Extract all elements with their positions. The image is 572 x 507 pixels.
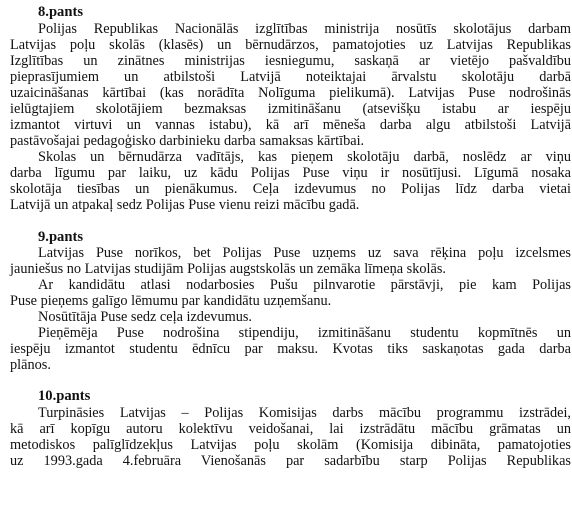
text-line: Latvijas Puse norīkos, bet Polijas Puse uzņems uz sava rēķina poļu izcelsmes	[38, 245, 571, 261]
section-heading-8: 8.pants	[38, 4, 84, 20]
text-line: Turpināsies Latvijas – Polijas Komisijas darbs mācību programmu izstrādei,	[38, 405, 571, 421]
text-line: Polijas Republikas Nacionālās izglītības ministrija nosūtīs skolotājus darbam	[38, 21, 571, 37]
text-line: darba līgumu par laiku, uz kādu Polijas Puse viņu ir nosūtījusi. Līgumā nosaka	[10, 165, 571, 181]
text-line: kā arī kopīgu autoru kolektīvu veidošanai, lai izstrādātu mācību grāmatas un	[10, 421, 571, 437]
text-line: Latvijas poļu skolās (klasēs) un bērnudārzos, pamatojoties uz Latvijas Republikas	[10, 37, 571, 53]
text-line: skolotāja tiesības un pienākumus. Ceļa izdevumus no Polijas līdz darba vietai	[10, 181, 571, 197]
text-line: pastāvošajai pedagoģisko darbinieku darba samaksas kārtībai.	[10, 133, 365, 149]
text-line: jauniešus no Latvijas studijām Polijas augstskolās un zemāka līmeņa skolās.	[10, 261, 446, 277]
text-line: Pieņēmēja Puse nodrošina stipendiju, izmitināšanu studentu kopmītnēs un	[38, 325, 571, 341]
section-heading-10: 10.pants	[38, 388, 91, 404]
text-line: Puse pieņems galīgo lēmumu par kandidātu uzņemšanu.	[10, 293, 332, 309]
text-line: uz 1993.gada 4.februāra Vienošanās par sadarbību starp Polijas Republikas	[10, 453, 571, 469]
text-line: pieprasījumiem un atbilstoši Latvijā noteiktajai ārvalstu skolotāju darbā	[10, 69, 571, 85]
text-line: Latvijā un atpakaļ sedz Polijas Puse vienu reizi mācību gadā.	[10, 197, 360, 213]
text-line: Nosūtītāja Puse sedz ceļa izdevumus.	[38, 309, 252, 325]
text-line: plānos.	[10, 357, 51, 373]
section-heading-9: 9.pants	[38, 229, 84, 245]
text-line: ielūgtajiem skolotājiem bezmaksas izmitināšanu (atsevišķu istabu ar iespēju	[10, 101, 571, 117]
text-line: izmantot virtuvi un vannas istabu), kā arī mēneša darba algu atbilstoši Latvijā	[10, 117, 571, 133]
text-line: metodiskos palīglīdzekļus Latvijas poļu skolām (Komisija dibināta, pamatojoties	[10, 437, 571, 453]
text-line: uzaicināšanas kārtībai (kas norādīta Nolīguma pielikumā). Latvijas Puse nodrošinās	[10, 85, 571, 101]
text-line: iespēju izmantot studentu ēdnīcu par maksu. Kvotas tiks saskaņotas gada darba	[10, 341, 571, 357]
text-line: Izglītības un zinātnes ministrijas iesniegumu, saskaņā ar vietējo pašvaldību	[10, 53, 571, 69]
text-line: Ar kandidātu atlasi nodarbosies Pušu pilnvarotie pārstāvji, pie kam Polijas	[38, 277, 571, 293]
text-line: Skolas un bērnudārza vadītājs, kas pieņem skolotāju darbā, noslēdz ar viņu	[38, 149, 571, 165]
